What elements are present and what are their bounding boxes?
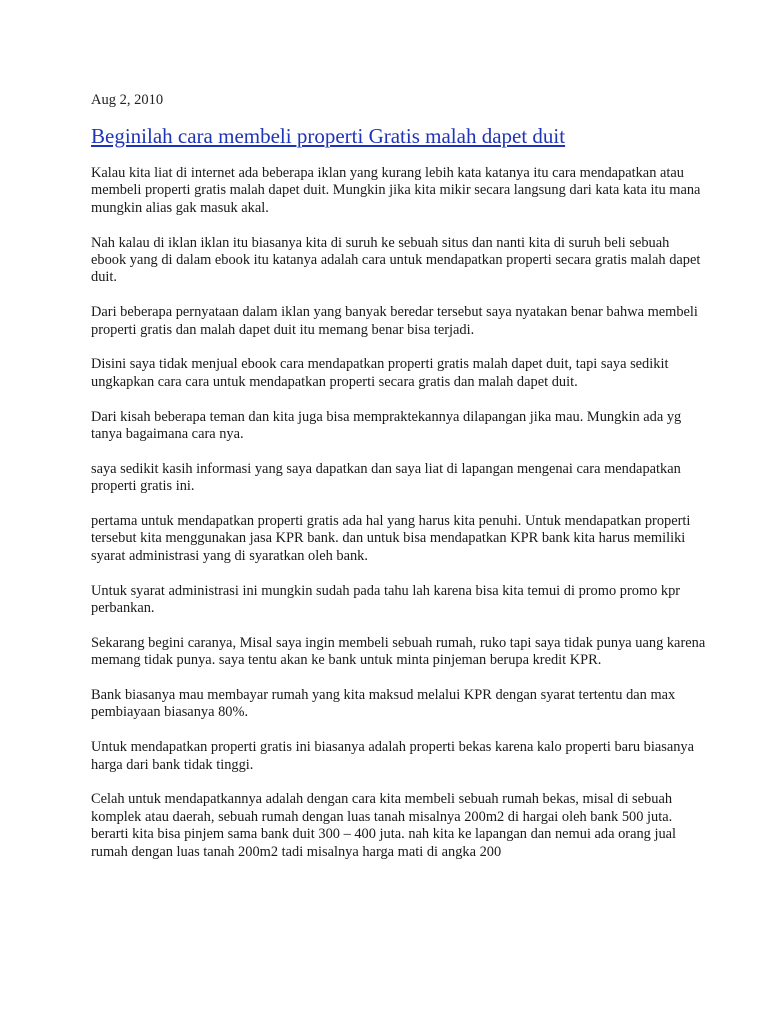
paragraph: Bank biasanya mau membayar rumah yang kita maksud melalui KPR dengan syarat tertentu dan max pembiayaan biasanya 80%. [91, 687, 676, 721]
post-body [91, 165, 708, 861]
paragraph: Dari beberapa pernyataan dalam iklan yang banyak beredar tersebut saya nyatakan benar bahwa membeli properti gratis dan malah dapet duit itu memang benar bisa terjadi. [91, 304, 698, 338]
paragraph: saya sedikit kasih informasi yang saya dapatkan dan saya liat di lapangan mengenai cara mendapatkan properti gratis ini. [91, 460, 681, 495]
paragraph: Untuk mendapatkan properti gratis ini biasanya adalah properti bekas karena kalo properti baru biasanya harga dari bank tidak tinggi. [91, 739, 694, 773]
paragraph: Nah kalau di iklan iklan itu biasanya kita di suruh ke sebuah situs dan nanti kita di suruh beli sebuah ebook yang di dalam ebook itu katanya adalah cara untuk mendapatkan properti secara gratis malah dapet duit. [91, 234, 701, 286]
paragraph: Disini saya tidak menjual ebook cara mendapatkan properti gratis malah dapet duit, tapi saya sedikit ungkapkan cara cara untuk mendapatkan properti secara gratis dan malah dapet duit. [91, 356, 669, 390]
paragraph: Celah untuk mendapatkannya adalah dengan cara kita membeli sebuah rumah bekas, misal di sebuah komplek atau daerah, sebuah rumah dengan luas tanah misalnya 200m2 di hargai oleh bank 500 juta. berarti kita bisa pinjem sama bank duit 300 – 400 juta. nah kita ke lapangan dan nemui ada orang jual rumah dengan luas tanah 200m2 tadi misalnya harga mati di angka 200 [91, 791, 677, 860]
post-date: Aug 2, 2010 [91, 92, 164, 108]
paragraph: Untuk syarat administrasi ini mungkin sudah pada tahu lah karena bisa kita temui di promo promo kpr perbankan. [91, 582, 681, 617]
paragraph: Kalau kita liat di internet ada beberapa iklan yang kurang lebih kata katanya itu cara mendapatkan atau membeli properti gratis malah dapet duit. Mungkin jika kita mikir secara langsung dari kata kata itu mana mungkin alias gak masuk akal. [91, 165, 701, 216]
paragraph: Sekarang begini caranya, Misal saya ingin membeli sebuah rumah, ruko tapi saya tidak punya uang karena memang tidak punya. saya tentu akan ke bank untuk minta pinjeman berupa kredit KPR. [91, 634, 706, 669]
paragraph: pertama untuk mendapatkan properti gratis ada hal yang harus kita penuhi. Untuk mendapatkan properti tersebut kita menggunakan jasa KPR bank. dan untuk bisa mendapatkan KPR bank kita harus memiliki syarat administrasi yang di syaratkan oleh bank. [91, 513, 691, 564]
post-title-link[interactable]: Beginilah cara membeli properti Gratis malah dapet duit [91, 124, 566, 148]
paragraph: Dari kisah beberapa teman dan kita juga bisa mempraktekannya dilapangan jika mau. Mungkin ada yg tanya bagaimana cara nya. [91, 408, 682, 443]
